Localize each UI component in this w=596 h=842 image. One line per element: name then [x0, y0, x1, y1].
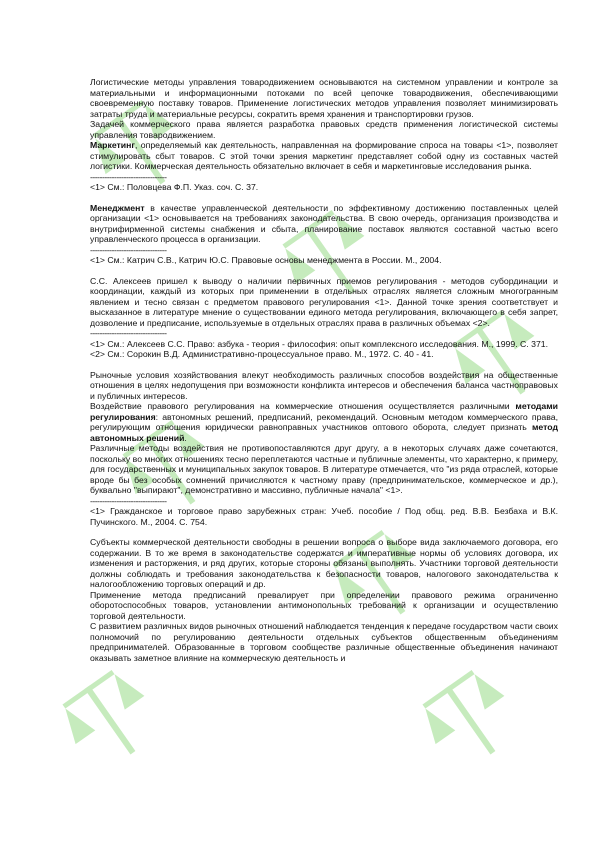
paragraph-text: Применение метода предписаний превалирует при определении правового режима ограниченно оборотоспособных товаров, установлении антимонопольных требований к организации и осуществлению торговой деятельности.: [90, 589, 558, 621]
footnote-separator: --------------------------------: [90, 171, 167, 182]
bold-term: методами регулирования: [90, 401, 558, 422]
paragraph: [90, 77, 558, 119]
paragraph: [90, 443, 558, 496]
footnote: [90, 506, 558, 527]
footnote-text: <1> См.: Половцева Ф.П. Указ. соч. С. 37.: [90, 182, 259, 192]
paragraph-text: , определяемый как деятельность, направленная на формирование спроса на товары <1>, позволяет стимулировать сбыт товаров. С этой точки зрения маркетинг представляет собой одну из составных частей логистики. Коммерческая деятельность обязательно включает в себя и маркетинговые исследования рынка.: [90, 140, 558, 171]
paragraph: [90, 537, 558, 590]
paragraph-text: Рыночные условия хозяйствования влекут необходимость различных способов воздействия на общественные отношения в целях недопущения при возможности конфликта интересов и обеспечения баланса частноправовых и публичных интересов.: [90, 369, 558, 401]
paragraph: [90, 203, 558, 245]
bold-term: метод автономных решений: [90, 422, 558, 443]
paragraph: [90, 621, 558, 663]
paragraph-text: в качестве управленческой деятельности по эффективному достижению поставленных целей организации <1> основывается на требованиях законодательства. В свою очередь, организация производства и внутрифирменной системы снабжения и сбыта, планирование поставок являются составной частью всего управленческого процесса в организации.: [90, 202, 558, 244]
footnote-separator: --------------------------------: [90, 495, 167, 506]
paragraph: [90, 140, 558, 172]
paragraph: [90, 401, 558, 443]
bold-term: Менеджмент: [90, 202, 145, 213]
paragraph-text: С развитием различных видов рыночных отношений наблюдается тенденция к передаче государством части своих полномочий по регулированию деятельности отдельных субъектов общественным объединениям предпринимателей. Образованные в торговом сообществе различные общественные объединения начинают оказывать заметное влияние на коммерческую деятельность и: [90, 621, 558, 663]
footnote-separator: --------------------------------: [90, 328, 167, 338]
paragraph: [90, 119, 558, 140]
footnote-separator: --------------------------------: [90, 244, 167, 255]
footnote: [90, 182, 558, 193]
paragraph-text: Различные методы воздействия не противопоставляются друг другу, а в некоторых случаях даже сочетаются, поскольку во многих отношениях тесно переплетаются частные и публичные элементы, что характерно, к примеру, для государственных и муниципальных закупок товаров. В литературе отмечается, что "из ряда отраслей, которые вроде бы без особых сомнений причисляются к частному праву (предпринимательское, коммерческое и др.), буквально "выпирают", демонстративно и массивно, публичные начала" <1>.: [90, 443, 558, 495]
paragraph-text: : автономных решений, предписаний, рекомендаций. Основным методом коммерческого права, регулирующим отношения юридически равноправных участников оптового оборота, следует признать: [90, 411, 558, 432]
footnote-text: <1> См.: Катрич С.В., Катрич Ю.С. Правовые основы менеджмента в России. М., 2004.: [90, 255, 442, 265]
paragraph-text: Задачей коммерческого права является разработка правовых средств применения логистической системы управления товародвижением.: [90, 119, 558, 140]
paragraph-gap: [90, 360, 558, 370]
paragraph-text: .: [184, 432, 187, 443]
paragraph: [90, 590, 558, 622]
footnote-text: <1> См.: Алексеев С.С. Право: азбука - теория - философия: опыт комплексного исследования. М., 1999. С. 371.: [90, 338, 549, 349]
footnote: [90, 339, 558, 350]
paragraph-text: Логистические методы управления товародвижением основываются на системном управлении и контроле за материальными и информационными потоками по всей цепочке товародвижения, обеспечивающими своевременную поставку товаров. Применение логистических методов управления позволяет минимизировать затраты труда и материальные ресурсы, сократить время хранения и транспортировки грузов.: [90, 77, 558, 119]
bold-term: Маркетинг: [90, 140, 136, 150]
paragraph-text: Субъекты коммерческой деятельности свободны в решении вопроса о выборе вида заключаемого договора, его содержании. В то же время в законодательстве содержатся и императивные нормы об условиях договора, их изменения и расторжения, и ряд других, которые стороны обязаны выполнять. Участники торговой деятельности должны соблюдать и требования законодательства к безопасности товаров, налогового законодательства к налогообложению торговых операций и др.: [90, 537, 558, 589]
paragraph-gap: [90, 193, 558, 203]
document-page: [90, 77, 558, 663]
paragraph: [90, 276, 558, 329]
paragraph-gap: [90, 527, 558, 537]
paragraph-gap: [90, 266, 558, 276]
paragraph-text: Воздействие правового регулирования на коммерческие отношения осуществляется различными: [90, 401, 516, 411]
paragraph-text: С.С. Алексеев пришел к выводу о наличии первичных приемов регулирования - методов субординации и координации, каждый из которых при применении в отдельных отраслях является сложным многогранным явлением и тесно связан с предметом правового регулирования <1>. Данной точке зрения соответствует и высказанное в литературе мнение о существовании единого метода регулирования, включающего в себя запрет, дозволение и предписание, используемые в отдельных отраслях права в различных объемах <2>.: [90, 275, 558, 328]
footnote-text: <2> См.: Сорокин В.Д. Административно-процессуальное право. М., 1972. С. 40 - 41.: [90, 349, 434, 359]
paragraph: [90, 370, 558, 402]
footnote-text: <1> Гражданское и торговое право зарубежных стран: Учеб. пособие / Под общ. ред. В.В. Безбаха и В.К. Пучинского. М., 2004. С. 754.: [90, 506, 558, 527]
footnote: [90, 255, 558, 266]
footnote: [90, 349, 558, 360]
